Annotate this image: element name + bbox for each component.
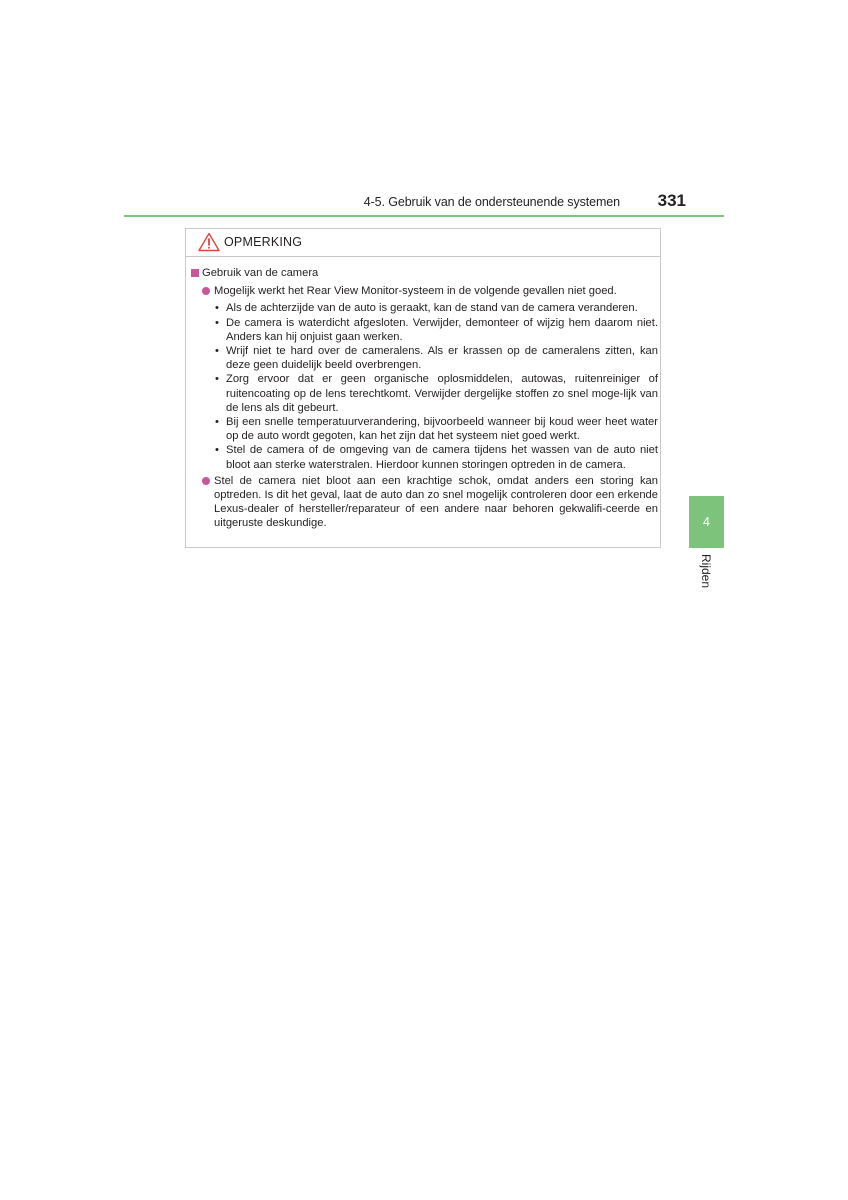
sub-list-item [214,443,658,471]
notice-items [190,284,658,530]
chapter-tab: 4 [689,496,724,548]
sub-list-item-text: Wrijf niet te hard over de cameralens. Als er krassen op de cameralens zitten, kan deze geen duidelijk beeld overbrengen. [226,345,658,372]
list-item [190,284,658,472]
sub-list-item [214,344,658,372]
dot-bullet-icon: • [215,302,219,315]
warning-triangle-icon [198,232,220,252]
list-item-text: Mogelijk werkt het Rear View Monitor-systeem in de volgende gevallen niet goed. [214,285,617,298]
chapter-label: Rijden [699,554,713,589]
sub-list-item [214,316,658,344]
section-title: 4-5. Gebruik van de ondersteunende systemen [363,195,620,209]
sub-list-item [214,372,658,415]
circle-bullet-icon [202,477,210,485]
square-bullet-icon [191,269,199,277]
notice-box [185,228,661,548]
circle-bullet-icon [202,287,210,295]
list-item-text: Stel de camera niet bloot aan een krachtige schok, omdat anders een storing kan optreden. Is dit het geval, laat de auto dan zo snel mogelijk controleren door een erkende Lexus-dealer of hersteller/reparateur of een andere naar behoren gekwalifi-ceerde en uitgeruste deskundige. [214,474,658,530]
sub-list-item-text: Bij een snelle temperatuurverandering, bijvoorbeeld wanneer bij koud weer heet water op de auto wordt gegoten, kan het zijn dat het systeem niet goed werkt. [226,416,658,443]
page-number: 331 [657,191,686,210]
notice-title: OPMERKING [224,235,303,249]
dot-bullet-icon: • [215,373,219,386]
section-heading-text: Gebruik van de camera [202,267,319,279]
list-item [190,474,658,531]
notice-content [190,266,658,533]
header-divider [124,215,724,217]
dot-bullet-icon: • [215,416,219,429]
sub-list-item [214,415,658,443]
dot-bullet-icon: • [215,444,219,457]
dot-bullet-icon: • [215,316,219,329]
sub-list-item-text: Als de achterzijde van de auto is geraakt, kan de stand van de camera veranderen. [226,302,638,315]
dot-bullet-icon: • [215,345,219,358]
section-heading [190,266,658,280]
sub-list [214,301,658,471]
sub-list-item-text: Zorg ervoor dat er geen organische oplosmiddelen, autowas, ruitenreiniger of ruitencoating op de lens terechtkomt. Verwijder dergelijke stoffen zo snel moge-lijk van de lens als dit gebeurt. [226,373,658,414]
notice-header [186,229,660,257]
sub-list-item-text: Stel de camera of de omgeving van de camera tijdens het wassen van de auto niet bloot aan sterke waterstralen. Hierdoor kunnen storingen optreden in de camera. [226,444,658,471]
sub-list-item [214,301,658,315]
sub-list-item-text: De camera is waterdicht afgesloten. Verwijder, demonteer of wijzig hem daarom niet. Anders kan hij onjuist gaan werken. [226,316,658,343]
